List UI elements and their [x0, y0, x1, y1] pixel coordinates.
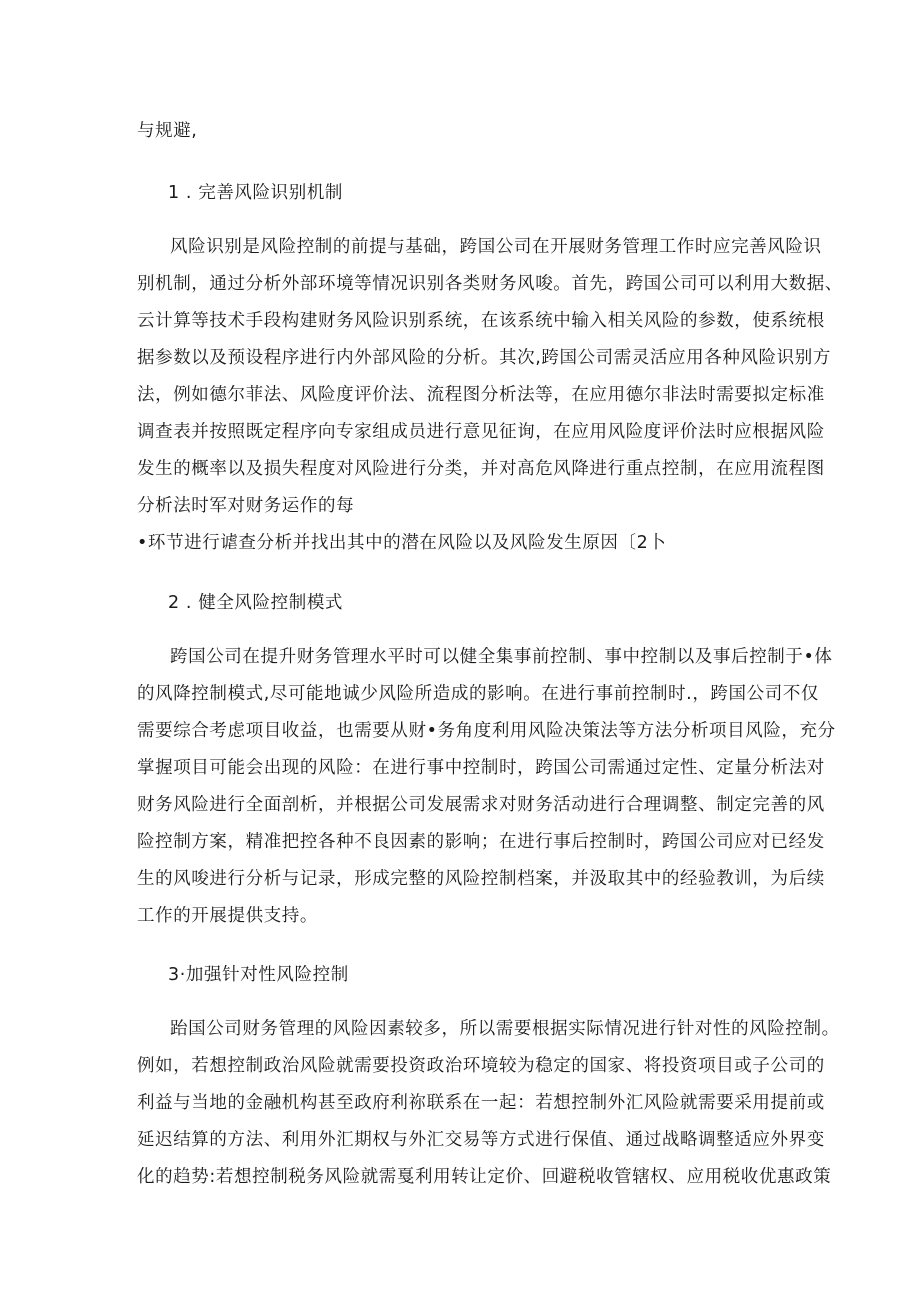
body-line: 利益与当地的金融机构甚至政府利祢联系在一起：若想控制外汇风险就需要采用提前或 [137, 1093, 825, 1113]
body-line: 跨国公司在提升财务管理水平时可以健全集事前控制、事中控制以及事后控制于•体 [170, 647, 833, 667]
body-line: 发生的概率以及损失程度对风险进行分类，并对高危风降进行重点控制，在应用流程图 [137, 459, 825, 479]
body-line: •环节进行谑查分析并找出其中的潜在风险以及风险发生原因〔2卜 [137, 533, 667, 553]
body-line: 分析法时军对财务运作的每 [137, 496, 355, 516]
body-line: 例如，若想控制政治风险就需要投资政治环境较为稳定的国家、将投资项目或子公司的 [137, 1056, 825, 1076]
body-line: 跆国公司财务管理的风险因素较多，所以需要根据实际情况进行针对性的风险控制。 [170, 1019, 840, 1039]
body-line: 别机制，通过分析外部环境等情况识别各类财务风唆。首先，跨国公司可以利用大数据、 [137, 274, 843, 294]
body-line: 据参数以及预设程序进行内外部风险的分析。其次,跨国公司需灵活应用各种风险识别方 [137, 348, 831, 368]
body-line: 生的风唆进行分析与记录，形成完整的风险控制档案，并汲取其中的经验教训，为后续 [137, 869, 825, 889]
body-line: 云计算等技术手段构建财务风险识别系统，在该系统中输入相关风险的参数，使系统根 [137, 311, 825, 331]
body-line: 风险识别是风险控制的前提与基础，跨国公司在开展财务管理工作时应完善风险识 [170, 237, 822, 257]
body-line: 财务风险进行全面剖析，并根据公司发展需求对财务活动进行合理调整、制定完善的风 [137, 795, 825, 815]
paragraph-tail: 与规避, [137, 121, 198, 141]
body-line: 掌握项目可能会出现的风险：在进行事中控制时，跨国公司需通过定性、定量分析法对 [137, 758, 825, 778]
body-line: 法，例如德尔菲法、风险度评价法、流程图分析法等，在应用德尔非法时需要拟定标准 [137, 385, 825, 405]
body-line: 需要综合考虑项目收益，也需要从财•务角度利用风险决策法等方法分析项目风险，充分 [137, 721, 836, 741]
body-line: 险控制方案，精准把控各种不良因素的影响；在进行事后控制时，跨国公司应对已经发 [137, 832, 825, 852]
section-heading-2: 2 . 健全风险控制模式 [168, 593, 344, 613]
body-line: 化的趋势:若想控制税务风险就需戛利用转让定价、回避税收管辖权、应用税收优惠政策 [137, 1167, 832, 1187]
section-heading-1: 1 . 完善风险识别机制 [168, 183, 344, 203]
section-heading-3: 3·加强针对性风险控制 [168, 965, 349, 985]
body-line: 的风降控制模式,尽可能地诚少风险所造成的影响。在进行事前控制时.，跨国公司不仅 [137, 684, 820, 704]
body-line: 延迟结算的方法、利用外汇期权与外汇交易等方式进行保值、通过战略调整适应外界变 [137, 1130, 825, 1150]
body-line: 调查表并按照既定程序向专家组成员进行意见征询，在应用风险度评价法时应根据风险 [137, 422, 825, 442]
body-line: 工作的开展提供支持。 [137, 906, 318, 926]
